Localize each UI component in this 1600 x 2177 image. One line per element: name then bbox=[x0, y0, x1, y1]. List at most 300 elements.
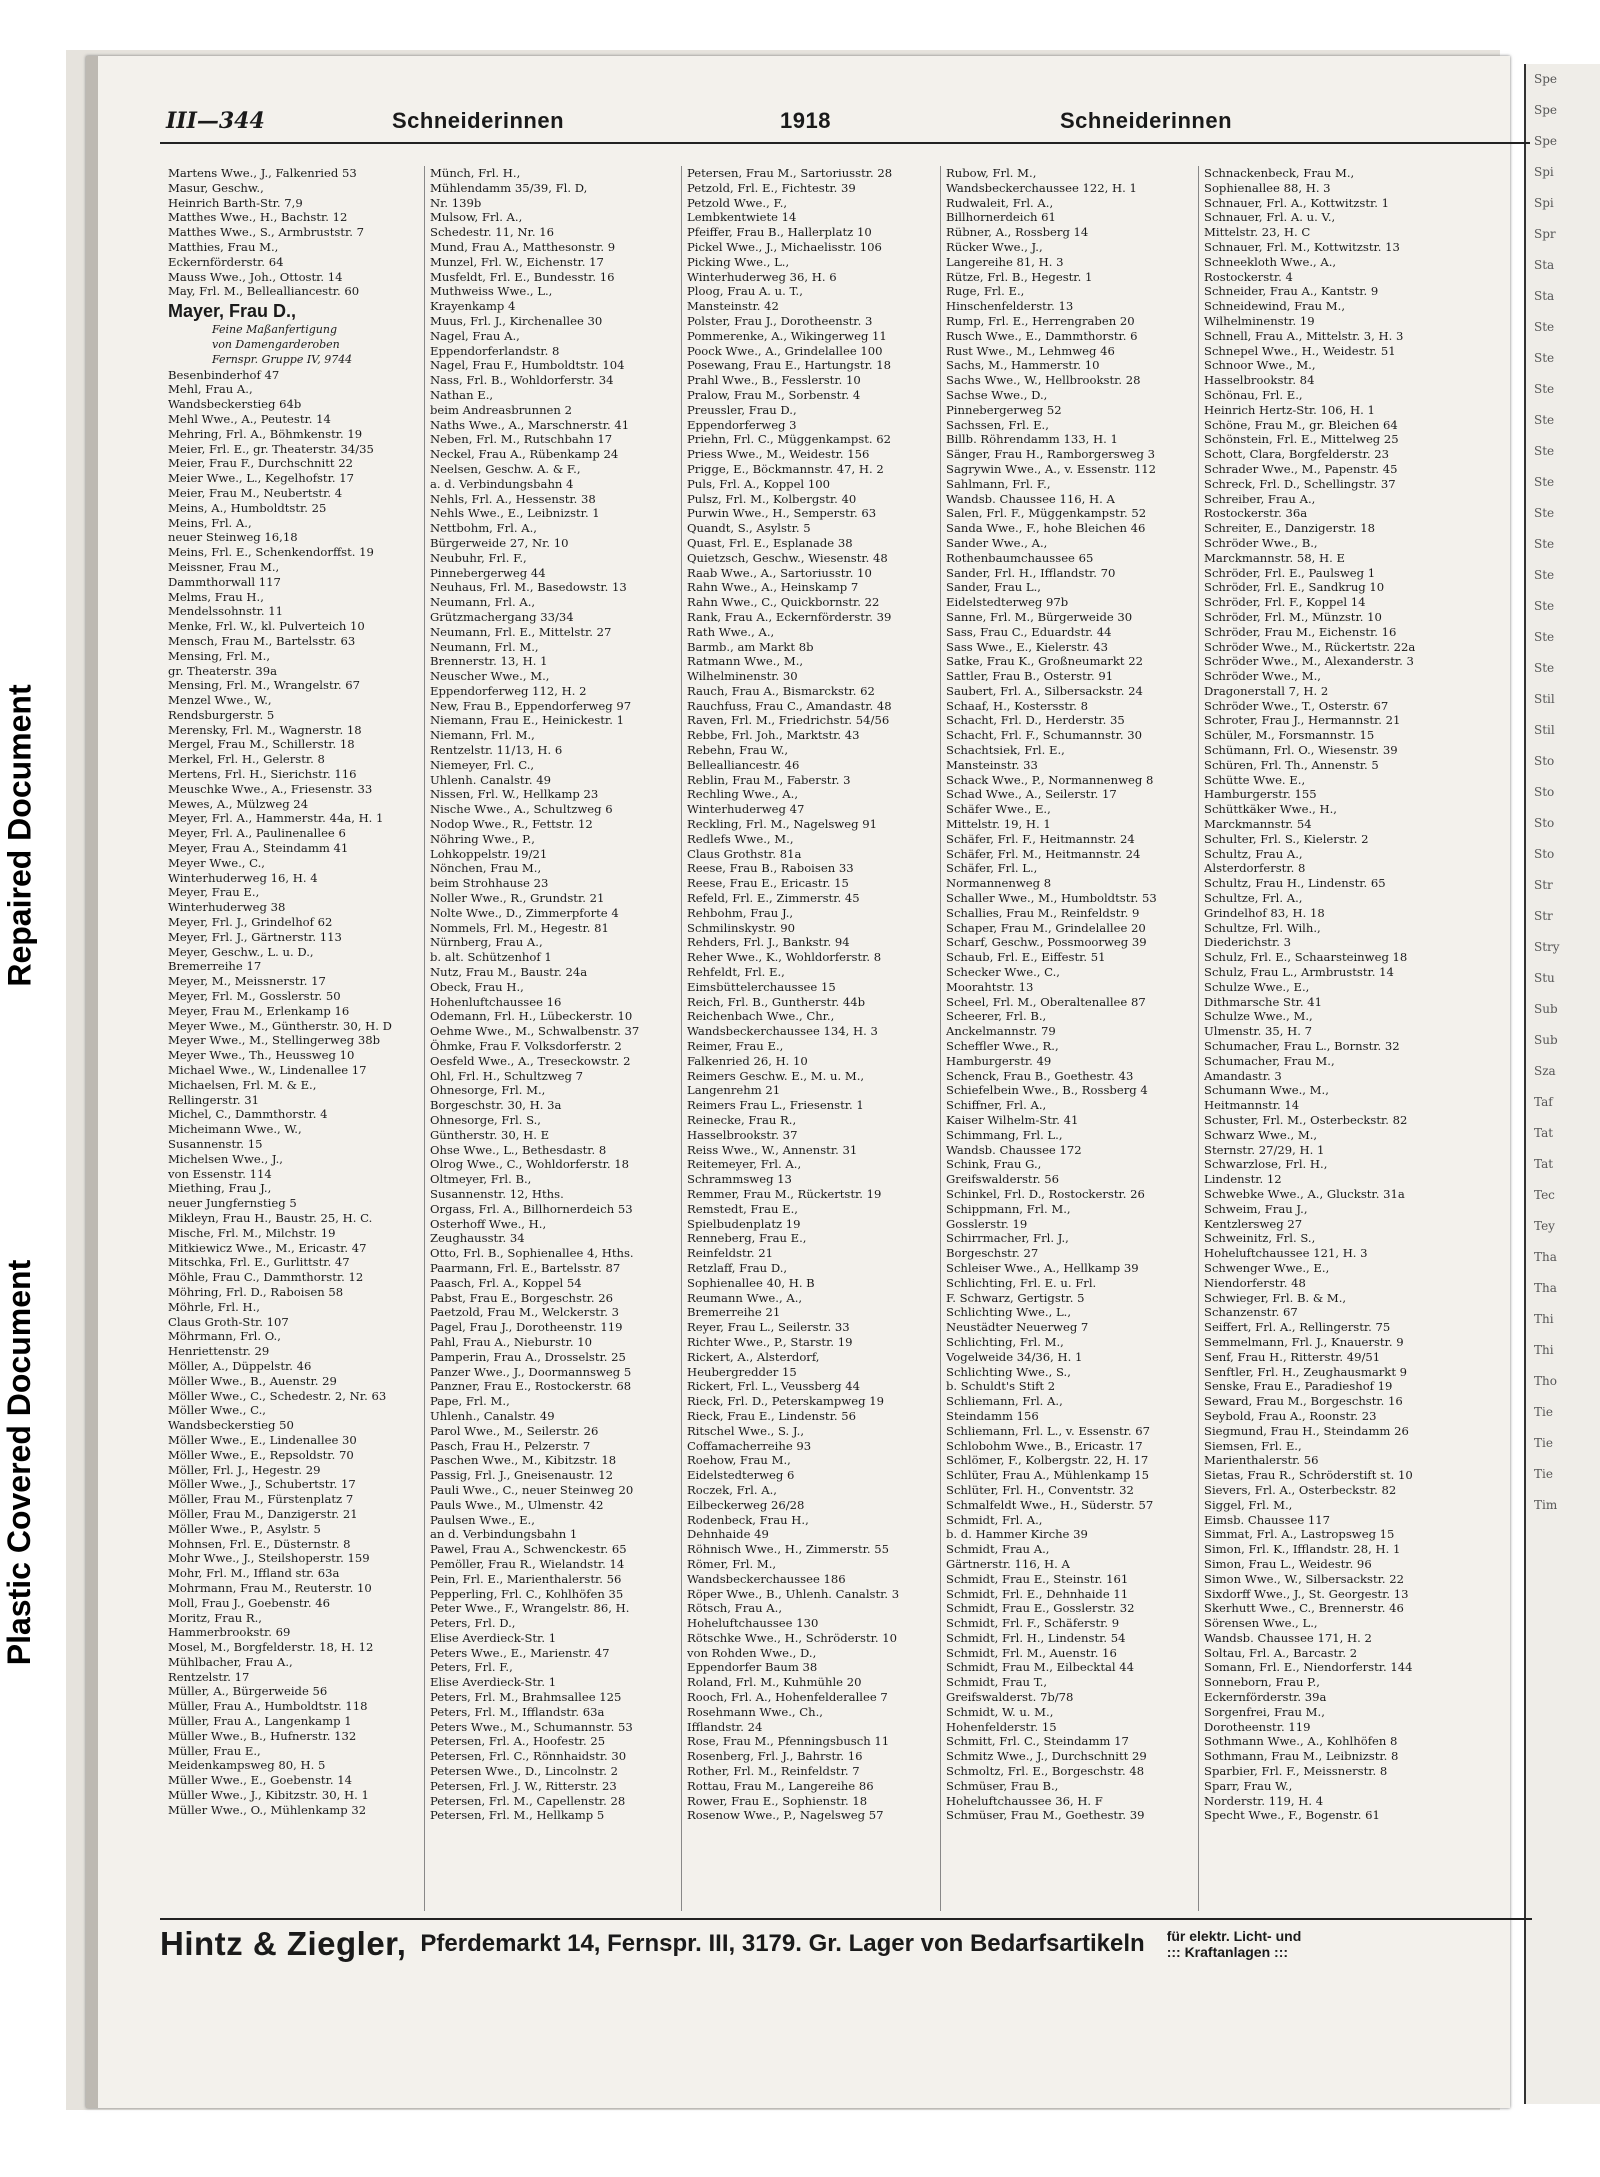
directory-entry: Paulsen Wwe., E., bbox=[430, 1512, 535, 1527]
directory-entry: Hinschenfelderstr. 13 bbox=[946, 299, 1074, 314]
directory-entry: Rath Wwe., A., bbox=[687, 624, 775, 639]
directory-entry: gr. Theaterstr. 39a bbox=[168, 663, 278, 678]
directory-entry: Quast, Frl. E., Esplanade 38 bbox=[687, 535, 853, 550]
directory-entry: Rothenbaumchaussee 65 bbox=[946, 550, 1094, 565]
directory-entry: Pabst, Frau E., Borgeschstr. 26 bbox=[430, 1290, 613, 1305]
directory-entry: Schreiber, Frau A., bbox=[1204, 491, 1316, 506]
directory-entry: Rehfeldt, Frl. E., bbox=[687, 965, 785, 980]
directory-entry: b. Schuldt's Stift 2 bbox=[946, 1379, 1056, 1394]
directory-entry: Wandsb. Chaussee 116, H. A bbox=[946, 491, 1115, 506]
directory-entry: Gosslerstr. 19 bbox=[946, 1216, 1028, 1231]
directory-entry: Borgeschstr. 27 bbox=[946, 1246, 1039, 1261]
plastic-covered-label: Plastic Covered Document bbox=[0, 1135, 40, 1790]
directory-entry: Müller Wwe., J., Kibitzstr. 30, H. 1 bbox=[168, 1788, 369, 1803]
directory-entry: Naths Wwe., A., Marschnerstr. 41 bbox=[430, 417, 630, 432]
directory-entry: Billhornerdeich 61 bbox=[946, 210, 1056, 225]
next-page-fragment: Tat bbox=[1534, 1157, 1554, 1171]
directory-entry: Schleiser Wwe., A., Hellkamp 39 bbox=[946, 1260, 1139, 1275]
directory-entry: Neumann, Frl. A., bbox=[430, 595, 536, 610]
directory-entry: Schnauer, Frl. A. u. V., bbox=[1204, 210, 1336, 225]
directory-entry: Gärtnerstr. 116, H. A bbox=[946, 1556, 1070, 1571]
directory-entry: Hohenfelderstr. 15 bbox=[946, 1719, 1057, 1734]
directory-entry: Schaller Wwe., M., Humboldtstr. 53 bbox=[946, 891, 1157, 906]
directory-entry: Reich, Frl. B., Guntherstr. 44b bbox=[687, 994, 866, 1009]
directory-entry: Meyer Wwe., C., bbox=[168, 855, 265, 870]
directory-entry: Schulze Wwe., E., bbox=[1204, 979, 1310, 994]
directory-entry: Römer, Frl. M., bbox=[687, 1556, 777, 1571]
directory-entry: Raab Wwe., A., Sartoriusstr. 10 bbox=[687, 565, 872, 580]
directory-entry: Nürnberg, Frau A., bbox=[430, 935, 543, 950]
directory-entry: Schönau, Frl. E., bbox=[1204, 387, 1303, 402]
directory-entry: Neben, Frl. M., Rutschbahn 17 bbox=[430, 432, 613, 447]
directory-entry: Schecker Wwe., C., bbox=[946, 965, 1060, 980]
directory-entry: Schulz, Frl. E., Schaarsteinweg 18 bbox=[1204, 950, 1408, 965]
directory-entry: Sparr, Frau W., bbox=[1204, 1778, 1293, 1793]
directory-entry: Winterhuderweg 38 bbox=[168, 900, 286, 915]
directory-entry: Neuhaus, Frl. M., Basedowstr. 13 bbox=[430, 580, 627, 595]
directory-entry: Petersen, Frl. A., Hoofestr. 25 bbox=[430, 1734, 606, 1749]
directory-entry: Schreiter, E., Danzigerstr. 18 bbox=[1204, 521, 1376, 536]
directory-entry: Hammerbrookstr. 69 bbox=[168, 1625, 291, 1640]
directory-entry: Pein, Frl. E., Marienthalerstr. 56 bbox=[430, 1571, 622, 1586]
directory-entry: Reimer, Frau E., bbox=[687, 1039, 784, 1054]
next-page-fragment: Tim bbox=[1534, 1498, 1558, 1512]
directory-entry: Schnoor Wwe., M., bbox=[1204, 358, 1316, 373]
directory-entry: Alsterdorferstr. 8 bbox=[1204, 861, 1306, 876]
directory-entry: Ohl, Frl. H., Schultzweg 7 bbox=[430, 1068, 583, 1083]
directory-entry: Schmidt, Frau T., bbox=[946, 1675, 1048, 1690]
directory-entry: Petersen, Frl. M., Hellkamp 5 bbox=[430, 1808, 605, 1823]
directory-entry: Winterhuderweg 16, H. 4 bbox=[168, 870, 318, 885]
next-page-fragment: Sub bbox=[1534, 1002, 1558, 1016]
directory-entry: Schöne, Frau M., gr. Bleichen 64 bbox=[1204, 417, 1398, 432]
directory-entry: Schack Wwe., P., Normannenweg 8 bbox=[946, 772, 1154, 787]
directory-entry: Scheffler Wwe., R., bbox=[946, 1039, 1059, 1054]
directory-entry: Marienthalerstr. 56 bbox=[1204, 1453, 1319, 1468]
directory-entry: Meyer, M., Meissnerstr. 17 bbox=[168, 974, 326, 989]
directory-entry: Rentzelstr. 11/13, H. 6 bbox=[430, 743, 563, 758]
directory-entry: Claus Grothstr. 81a bbox=[687, 846, 802, 861]
directory-entry: Schultze, Frl. Wilh., bbox=[1204, 920, 1321, 935]
directory-entry: Simon, Frau L., Weidestr. 96 bbox=[1204, 1556, 1372, 1571]
next-page-fragment: Spi bbox=[1534, 165, 1554, 179]
advertisement-footer bbox=[160, 1918, 1532, 1968]
directory-entry: Siggel, Frl. M., bbox=[1204, 1497, 1293, 1512]
directory-entry: Matthes Wwe., S., Armbruststr. 7 bbox=[168, 225, 364, 240]
next-page-fragment: Sta bbox=[1534, 258, 1555, 272]
directory-entry: Meins, Frl. A., bbox=[168, 515, 252, 530]
directory-entry: Schüttkäker Wwe., H., bbox=[1204, 802, 1337, 817]
directory-entry: Schroter, Frau J., Hermannstr. 21 bbox=[1204, 713, 1401, 728]
directory-entry: Roland, Frl. M., Kuhmühle 20 bbox=[687, 1675, 862, 1690]
directory-entry: Schrader Wwe., M., Papenstr. 45 bbox=[1204, 461, 1398, 476]
directory-entry: Reese, Frau B., Raboisen 33 bbox=[687, 861, 854, 876]
directory-entry: Sothmann Wwe., A., Kohlhöfen 8 bbox=[1204, 1734, 1398, 1749]
directory-entry: Mittelstr. 23, H. C bbox=[1204, 225, 1311, 240]
directory-entry: Nönchen, Frau M., bbox=[430, 861, 542, 876]
next-page-fragment: Str bbox=[1534, 878, 1553, 892]
directory-entry: Pape, Frl. M., bbox=[430, 1394, 510, 1409]
directory-entry: Mansteinstr. 42 bbox=[687, 299, 779, 314]
directory-entry: Lohkoppelstr. 19/21 bbox=[430, 846, 548, 861]
directory-entry: Petersen, Frl. J. W., Ritterstr. 23 bbox=[430, 1778, 617, 1793]
directory-columns bbox=[162, 166, 1532, 1911]
directory-entry: Musfeldt, Frl. E., Bundesstr. 16 bbox=[430, 269, 615, 284]
directory-entry: Schliemann, Frl. L., v. Essenstr. 67 bbox=[946, 1423, 1151, 1438]
directory-entry: Bremerreihe 17 bbox=[168, 959, 262, 974]
next-page-fragment: Tha bbox=[1534, 1281, 1557, 1295]
directory-entry: von Essenstr. 114 bbox=[168, 1166, 272, 1181]
directory-entry: a. d. Verbindungsbahn 4 bbox=[430, 476, 574, 491]
next-page-fragment: Spe bbox=[1534, 134, 1558, 148]
directory-entry: Pinnebergerweg 44 bbox=[430, 565, 546, 580]
directory-entry: Schink, Frau G., bbox=[946, 1157, 1042, 1172]
directory-entry: Schmilinskystr. 90 bbox=[687, 920, 796, 935]
directory-entry: Schulz, Frau L., Armbruststr. 14 bbox=[1204, 965, 1394, 980]
directory-entry: Meins, A., Humboldtstr. 25 bbox=[168, 500, 327, 515]
directory-entry: Müller, A., Bürgerweide 56 bbox=[168, 1684, 328, 1699]
next-page-fragment: Ste bbox=[1534, 537, 1555, 551]
directory-entry: Elise Averdieck-Str. 1 bbox=[430, 1630, 557, 1645]
directory-entry: Schneidewind, Frau M., bbox=[1204, 299, 1346, 314]
directory-entry: Rust Wwe., M., Lehmweg 46 bbox=[946, 343, 1115, 358]
directory-entry: Meyer, Frl. M., Gosslerstr. 50 bbox=[168, 989, 341, 1004]
directory-entry: Schröder Wwe., T., Osterstr. 67 bbox=[1204, 698, 1389, 713]
directory-entry: Sattler, Frau B., Osterstr. 91 bbox=[946, 669, 1114, 684]
directory-entry: Hasselbrookstr. 37 bbox=[687, 1127, 798, 1142]
directory-entry: Schnepel Wwe., H., Weidestr. 51 bbox=[1204, 343, 1396, 358]
directory-entry: Odemann, Frl. H., Lübeckerstr. 10 bbox=[430, 1009, 633, 1024]
directory-entry: Moll, Frau J., Goebenstr. 46 bbox=[168, 1595, 330, 1610]
next-page-fragment: Tat bbox=[1534, 1126, 1554, 1140]
directory-entry: Meidenkampsweg 80, H. 5 bbox=[168, 1758, 326, 1773]
directory-entry: Nass, Frl. B., Wohldorferstr. 34 bbox=[430, 373, 614, 388]
directory-entry: Eilbeckerweg 26/28 bbox=[687, 1497, 805, 1512]
directory-entry: Krayenkamp 4 bbox=[430, 299, 516, 314]
directory-entry: Paschen Wwe., M., Kibitzstr. 18 bbox=[430, 1453, 617, 1468]
directory-entry: Möller Wwe., E., Lindenallee 30 bbox=[168, 1432, 357, 1447]
directory-entry: Rechling Wwe., A., bbox=[687, 787, 799, 802]
directory-entry: Sander, Frl. H., Ifflandstr. 70 bbox=[946, 565, 1116, 580]
directory-entry: Rickert, Frl. L., Veussberg 44 bbox=[687, 1379, 861, 1394]
directory-entry: Möller Wwe., P., Asylstr. 5 bbox=[168, 1521, 321, 1536]
directory-entry: Renneberg, Frau E., bbox=[687, 1231, 807, 1246]
directory-entry: Billb. Röhrendamm 133, H. 1 bbox=[946, 432, 1118, 447]
directory-entry: Schneekloth Wwe., A., bbox=[1204, 254, 1337, 269]
directory-entry: Mikleyn, Frau H., Baustr. 25, H. C. bbox=[168, 1210, 373, 1225]
directory-entry: Peters, Frl. M., Brahmsallee 125 bbox=[430, 1690, 622, 1705]
directory-entry: Parol Wwe., M., Seilerstr. 26 bbox=[430, 1423, 599, 1438]
directory-entry: Hohenluftchaussee 16 bbox=[430, 994, 562, 1009]
directory-entry: Peters Wwe., M., Schumannstr. 53 bbox=[430, 1719, 633, 1734]
next-page-fragment: Stry bbox=[1534, 940, 1560, 954]
directory-entry: Osterhoff Wwe., H., bbox=[430, 1216, 547, 1231]
directory-entry: Mittelstr. 19, H. 1 bbox=[946, 817, 1051, 832]
directory-entry: Schlichting Wwe., L., bbox=[946, 1305, 1072, 1320]
directory-entry: Eppendorferweg 112, H. 2 bbox=[430, 683, 587, 698]
directory-entry: Merensky, Frl. M., Wagnerstr. 18 bbox=[168, 722, 362, 737]
directory-entry: Pauli Wwe., C., neuer Steinweg 20 bbox=[430, 1482, 634, 1497]
directory-entry: Ulmenstr. 35, H. 7 bbox=[1204, 1024, 1313, 1039]
directory-entry: Schlichting Wwe., S., bbox=[946, 1364, 1071, 1379]
directory-entry: an d. Verbindungsbahn 1 bbox=[430, 1527, 578, 1542]
directory-entry: Brennerstr. 13, H. 1 bbox=[430, 654, 548, 669]
directory-entry: Mitschka, Frl. E., Gurlittstr. 47 bbox=[168, 1255, 350, 1270]
directory-entry: Rother, Frl. M., Reinfeldstr. 7 bbox=[687, 1764, 860, 1779]
directory-entry: Neustädter Neuerweg 7 bbox=[946, 1320, 1089, 1335]
directory-entry: Schäfer, Frl. L., bbox=[946, 861, 1038, 876]
directory-entry: Eppendorferweg 3 bbox=[687, 417, 797, 432]
directory-entry: Niemann, Frl. M., bbox=[430, 728, 535, 743]
directory-entry: Pagel, Frau J., Dorotheenstr. 119 bbox=[430, 1320, 623, 1335]
directory-entry: Nische Wwe., A., Schultzweg 6 bbox=[430, 802, 613, 817]
directory-entry: Heubergredder 15 bbox=[687, 1364, 797, 1379]
directory-entry: Peters, Frl. M., Ifflandstr. 63a bbox=[430, 1704, 605, 1719]
directory-entry: Eckernförderstr. 64 bbox=[168, 254, 284, 269]
directory-entry: Michael Wwe., W., Lindenallee 17 bbox=[168, 1063, 367, 1078]
directory-entry: Schütte Wwe. E., bbox=[1204, 772, 1306, 787]
directory-entry: Claus Groth-Str. 107 bbox=[168, 1314, 289, 1329]
directory-entry: Schedestr. 11, Nr. 16 bbox=[430, 225, 554, 240]
footer-firm-name: Hintz & Ziegler, bbox=[160, 1925, 407, 1962]
directory-entry: Obeck, Frau H., bbox=[430, 979, 524, 994]
directory-entry: Schwarzlose, Frl. H., bbox=[1204, 1157, 1328, 1172]
next-page-fragment: Ste bbox=[1534, 599, 1555, 613]
directory-entry: Mitkiewicz Wwe., M., Ericastr. 47 bbox=[168, 1240, 367, 1255]
directory-entry: Schlichting, Frl. M., bbox=[946, 1334, 1064, 1349]
directory-entry: Rostockerstr. 4 bbox=[1204, 269, 1293, 284]
directory-entry: Kaiser Wilhelm-Str. 41 bbox=[946, 1113, 1079, 1127]
directory-entry: Reblin, Frau M., Faberstr. 3 bbox=[687, 772, 851, 787]
directory-entry: Priess Wwe., M., Weidestr. 156 bbox=[687, 447, 870, 462]
directory-entry: Rosehmann Wwe., Ch., bbox=[687, 1704, 823, 1719]
directory-entry: May, Frl. M., Bellealliancestr. 60 bbox=[168, 284, 360, 299]
directory-entry: Wandsbeckerchaussee 186 bbox=[687, 1571, 846, 1586]
directory-entry: Uhlenh. Canalstr. 49 bbox=[430, 772, 551, 787]
directory-entry: Müller Wwe., B., Hufnerstr. 132 bbox=[168, 1728, 357, 1743]
directory-entry: Schlüter, Frau A., Mühlenkamp 15 bbox=[946, 1468, 1149, 1483]
directory-entry: Meyer, Frl. A., Paulinenallee 6 bbox=[168, 826, 346, 841]
directory-entry: Reichenbach Wwe., Chr., bbox=[687, 1009, 835, 1024]
directory-entry: neuer Steinweg 16,18 bbox=[168, 530, 298, 545]
directory-entry: Schultz, Frau A., bbox=[1204, 846, 1303, 861]
directory-entry: Schröder Wwe., M., Rückertstr. 22a bbox=[1204, 639, 1416, 654]
directory-entry: Schmidt, Frl. M., Auenstr. 16 bbox=[946, 1645, 1117, 1660]
directory-entry: Schott, Clara, Borgfelderstr. 23 bbox=[1204, 447, 1390, 462]
next-page-fragment: Sto bbox=[1534, 816, 1555, 830]
directory-entry: Heinrich Hertz-Str. 106, H. 1 bbox=[1204, 402, 1375, 417]
directory-entry: Petersen, Frl. M., Capellenstr. 28 bbox=[430, 1793, 626, 1808]
directory-entry: Schulter, Frl. S., Kielerstr. 2 bbox=[1204, 831, 1369, 846]
directory-entry: F. Schwarz, Gertigstr. 5 bbox=[946, 1290, 1085, 1305]
directory-entry: Möller, A., Düppelstr. 46 bbox=[168, 1358, 312, 1373]
directory-entry: Rellingerstr. 31 bbox=[168, 1092, 260, 1107]
directory-entry: Marckmannstr. 58, H. E bbox=[1204, 550, 1345, 565]
directory-entry: Fernspr. Gruppe IV, 9744 bbox=[212, 352, 353, 366]
directory-entry: Schröder Wwe., M., Alexanderstr. 3 bbox=[1204, 654, 1414, 669]
directory-entry: Meyer, Geschw., L. u. D., bbox=[168, 944, 314, 959]
directory-entry: Puls, Frl. A., Koppel 100 bbox=[687, 476, 830, 491]
directory-entry: Pahl, Frau A., Nieburstr. 10 bbox=[430, 1334, 592, 1349]
directory-entry: Schmidt, Frl. A., bbox=[946, 1512, 1043, 1527]
directory-entry: Refeld, Frl. E., Zimmerstr. 45 bbox=[687, 891, 860, 906]
directory-entry: Schultze, Frl. A., bbox=[1204, 891, 1303, 906]
next-page-fragment: Ste bbox=[1534, 661, 1555, 675]
directory-entry: Wilhelminenstr. 30 bbox=[687, 669, 798, 684]
directory-entry: Müller, Frau A., Langenkamp 1 bbox=[168, 1714, 352, 1729]
directory-entry: Mehl, Frau A., bbox=[168, 382, 253, 397]
directory-entry: Remstedt, Frau E., bbox=[687, 1201, 798, 1216]
directory-entry: Meyer, Frau M., Erlenkamp 16 bbox=[168, 1003, 350, 1018]
directory-entry: Coffamacherreihe 93 bbox=[687, 1438, 812, 1453]
directory-entry: Siegmund, Frau H., Steindamm 26 bbox=[1204, 1423, 1409, 1438]
directory-entry: Soltau, Frl. A., Barcastr. 2 bbox=[1204, 1645, 1358, 1660]
next-page-fragment: Tha bbox=[1534, 1250, 1557, 1264]
directory-entry: Peters, Frl. D., bbox=[430, 1616, 516, 1631]
directory-entry: Neelsen, Geschw. A. & F., bbox=[430, 461, 581, 476]
directory-entry: Elise Averdieck-Str. 1 bbox=[430, 1675, 557, 1690]
directory-entry: Meyer Wwe., Th., Heussweg 10 bbox=[168, 1048, 355, 1063]
directory-entry: Schacht, Frl. F., Schumannstr. 30 bbox=[946, 728, 1142, 743]
directory-entry: Schwarz Wwe., M., bbox=[1204, 1127, 1318, 1142]
page-gutter bbox=[86, 56, 98, 2108]
directory-entry: Poock Wwe., A., Grindelallee 100 bbox=[687, 343, 883, 358]
directory-entry: Schwenger Wwe., E., bbox=[1204, 1260, 1330, 1275]
directory-entry: Pulsz, Frl. M., Kolbergstr. 40 bbox=[687, 491, 857, 506]
directory-entry: Scheerer, Frl. B., bbox=[946, 1009, 1047, 1024]
directory-entry: Neckel, Frau A., Rübenkamp 24 bbox=[430, 447, 619, 462]
footer-right-text bbox=[1167, 1928, 1302, 1960]
directory-entry: Roczek, Frl. A., bbox=[687, 1482, 777, 1497]
directory-entry: Sixdorff Wwe., J., St. Georgestr. 13 bbox=[1204, 1586, 1409, 1601]
directory-entry: Schacht, Frl. D., Herderstr. 35 bbox=[946, 713, 1125, 728]
directory-column-4 bbox=[946, 166, 1198, 1911]
directory-entry: Mauss Wwe., Joh., Ottostr. 14 bbox=[168, 269, 343, 284]
directory-entry: Schnauer, Frl. A., Kottwitzstr. 1 bbox=[1204, 195, 1390, 210]
directory-entry: Mohnsen, Frl. E., Düsternstr. 8 bbox=[168, 1536, 351, 1551]
directory-entry: Möller Wwe., J., Schubertstr. 17 bbox=[168, 1477, 356, 1492]
directory-entry: Ploog, Frau A. u. T., bbox=[687, 284, 803, 299]
directory-entry: Möller, Frau M., Danzigerstr. 21 bbox=[168, 1506, 358, 1521]
directory-entry: Hasselbrookstr. 84 bbox=[1204, 373, 1315, 388]
directory-entry: Scharf, Geschw., Possmoorweg 39 bbox=[946, 935, 1147, 950]
directory-entry: Mansteinstr. 33 bbox=[946, 757, 1038, 772]
next-page-fragment: Ste bbox=[1534, 630, 1555, 644]
directory-entry: Specht Wwe., F., Bogenstr. 61 bbox=[1204, 1808, 1380, 1823]
next-page-fragment: Sta bbox=[1534, 289, 1555, 303]
directory-entry: Langenrehm 21 bbox=[687, 1083, 781, 1098]
directory-entry: Pfeiffer, Frau B., Hallerplatz 10 bbox=[687, 225, 872, 240]
directory-entry: Nathan E., bbox=[430, 387, 494, 402]
directory-entry: Schlüter, Frl. H., Conventstr. 32 bbox=[946, 1482, 1134, 1497]
directory-entry: Winterhuderweg 36, H. 6 bbox=[687, 269, 837, 284]
directory-entry: Eppendorferlandstr. 8 bbox=[430, 343, 560, 358]
directory-entry: Moritz, Frau R., bbox=[168, 1610, 262, 1625]
next-page-fragment: Stil bbox=[1534, 723, 1555, 737]
directory-entry: Munzel, Frl. W., Eichenstr. 17 bbox=[430, 254, 604, 269]
directory-column-3 bbox=[687, 166, 939, 1911]
directory-entry: Norderstr. 119, H. 4 bbox=[1204, 1793, 1324, 1808]
directory-entry: Matthies, Frau M., bbox=[168, 239, 279, 254]
header-right-title: Schneiderinnen bbox=[1060, 108, 1233, 133]
directory-entry: Schaaf, H., Kostersstr. 8 bbox=[946, 698, 1089, 713]
directory-entry: Schäfer Wwe., E., bbox=[946, 802, 1051, 817]
directory-entry: Semmelmann, Frl. J., Knauerstr. 9 bbox=[1204, 1334, 1404, 1349]
directory-entry: Eckernförderstr. 39a bbox=[1204, 1690, 1327, 1705]
directory-entry: Sonneborn, Frau P., bbox=[1204, 1675, 1320, 1690]
directory-entry: Mohr, Frl. M., Iffland str. 63a bbox=[168, 1566, 340, 1581]
directory-entry: Möller, Frl. J., Hegestr. 29 bbox=[168, 1462, 321, 1477]
directory-entry: Wandsbeckerstieg 64b bbox=[168, 397, 302, 412]
directory-entry: Meyer, Frau A., Steindamm 41 bbox=[168, 841, 349, 856]
directory-entry: Schenck, Frau B., Goethestr. 43 bbox=[946, 1068, 1134, 1083]
directory-entry: Nodop Wwe., R., Fettstr. 12 bbox=[430, 817, 593, 832]
directory-entry: Schirrmacher, Frl. J., bbox=[946, 1231, 1069, 1246]
next-page-fragment: Tho bbox=[1534, 1374, 1557, 1388]
entry-name-highlight: Mayer, Frau D., bbox=[168, 301, 297, 322]
directory-entry: Purwin Wwe., H., Semperstr. 63 bbox=[687, 506, 877, 521]
directory-entry: Wandsb. Chaussee 172 bbox=[946, 1142, 1082, 1157]
directory-entry: Schümann, Frl. O., Wiesenstr. 39 bbox=[1204, 743, 1398, 758]
directory-entry: neuer Jungfernstieg 5 bbox=[168, 1196, 297, 1211]
directory-entry: Rieck, Frl. D., Peterskampweg 19 bbox=[687, 1394, 884, 1409]
directory-entry: Prahl Wwe., B., Fesslerstr. 10 bbox=[687, 373, 861, 388]
directory-entry: Rodenbeck, Frau H., bbox=[687, 1512, 809, 1527]
directory-entry: b. alt. Schützenhof 1 bbox=[430, 950, 552, 965]
directory-entry: Olrog Wwe., C., Wohldorferstr. 18 bbox=[430, 1157, 630, 1172]
directory-entry: Redlefs Wwe., M., bbox=[687, 831, 794, 846]
directory-entry: Ruge, Frl. E., bbox=[946, 284, 1025, 299]
directory-entry: Müller, Frau E., bbox=[168, 1743, 261, 1758]
directory-entry: Melms, Frau H., bbox=[168, 589, 264, 604]
directory-entry: Neubuhr, Frl. F., bbox=[430, 550, 527, 565]
directory-entry: Feine Maßanfertigung bbox=[212, 323, 337, 337]
directory-entry: Mewes, A., Mülzweg 24 bbox=[168, 796, 309, 811]
directory-entry: Paasch, Frl. A., Koppel 54 bbox=[430, 1275, 582, 1290]
directory-entry: Schwieger, Frl. B. & M., bbox=[1204, 1290, 1347, 1305]
directory-entry: Meier, Frl. E., gr. Theaterstr. 34/35 bbox=[168, 441, 374, 456]
directory-entry: Schallies, Frau M., Reinfeldstr. 9 bbox=[946, 905, 1140, 920]
directory-entry: Quandt, S., Asylstr. 5 bbox=[687, 521, 811, 536]
directory-entry: Wandsbeckerstieg 50 bbox=[168, 1418, 294, 1433]
directory-entry: Sothmann, Frau M., Leibnizstr. 8 bbox=[1204, 1749, 1399, 1764]
directory-entry: Rose, Frau M., Pfenningsbusch 11 bbox=[687, 1734, 890, 1749]
directory-column-5 bbox=[1204, 166, 1456, 1911]
next-page-fragment: Spr bbox=[1534, 227, 1556, 241]
directory-entry: Schröder, Frl. E., Sandkrug 10 bbox=[1204, 580, 1385, 595]
directory-entry: Schimmang, Frl. L., bbox=[946, 1127, 1063, 1142]
directory-entry: Remmer, Frau M., Rückertstr. 19 bbox=[687, 1186, 882, 1201]
directory-entry: Ohnesorge, Frl. M., bbox=[430, 1083, 546, 1098]
next-page-fragment: Taf bbox=[1534, 1095, 1553, 1109]
directory-entry: von Damengarderoben bbox=[212, 337, 340, 351]
directory-entry: New, Frau B., Eppendorferweg 97 bbox=[430, 698, 632, 713]
directory-entry: Susannenstr. 15 bbox=[168, 1137, 263, 1151]
directory-entry: Moorahtstr. 13 bbox=[946, 979, 1034, 994]
next-page-fragment: Tey bbox=[1534, 1219, 1555, 1233]
directory-entry: Sparbier, Frl. F., Meissnerstr. 8 bbox=[1204, 1764, 1388, 1779]
directory-entry: Reinfeldstr. 21 bbox=[687, 1246, 774, 1261]
repaired-document-label: Repaired Document bbox=[0, 545, 40, 1125]
directory-entry: Pepperling, Frl. C., Kohlhöfen 35 bbox=[430, 1586, 624, 1601]
directory-entry: Hoheluftchaussee 130 bbox=[687, 1616, 819, 1631]
directory-entry: Reitemeyer, Frl. A., bbox=[687, 1157, 802, 1172]
directory-entry: Steindamm 156 bbox=[946, 1408, 1039, 1423]
directory-entry: Rostockerstr. 36a bbox=[1204, 506, 1308, 521]
directory-entry: Retzlaff, Frau D., bbox=[687, 1260, 788, 1275]
directory-entry: Sophienallee 40, H. B bbox=[687, 1275, 815, 1290]
directory-entry: Reiss Wwe., W., Annenstr. 31 bbox=[687, 1142, 858, 1157]
